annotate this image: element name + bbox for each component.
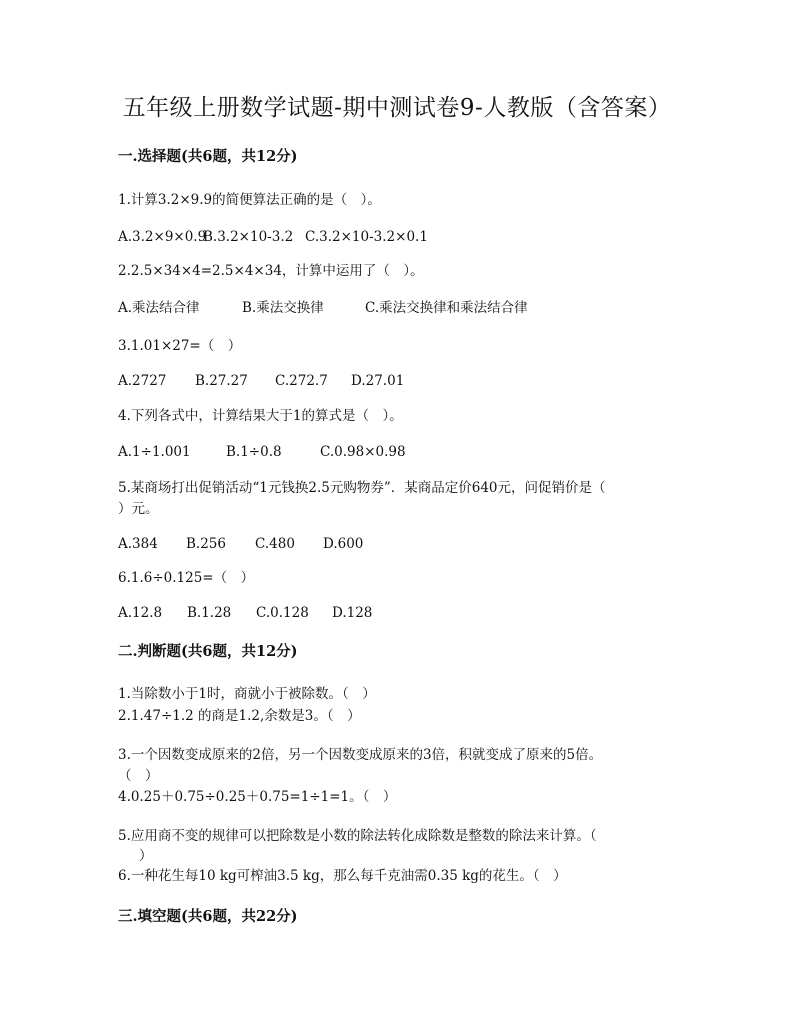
question-stem: 1.计算3.2×9.9的简便算法正确的是（ ）。 xyxy=(118,192,381,208)
option: D.128 xyxy=(332,605,373,621)
option: C.480 xyxy=(255,536,295,552)
option: A.1÷1.001 xyxy=(118,444,191,460)
option: A.3.2×9×0.9 xyxy=(118,229,207,245)
section-heading-fill-blank: 三.填空题(共6题，共22分) xyxy=(118,908,298,925)
question-stem: 6.1.6÷0.125=（ ） xyxy=(118,570,255,586)
option: C.0.98×0.98 xyxy=(320,444,406,460)
option: D.27.01 xyxy=(351,373,405,389)
judgement-item: 6.一种花生每10 kg可榨油3.5 kg，那么每千克油需0.35 kg的花生。（ ） xyxy=(118,868,567,884)
judgement-item-continued: （ ） xyxy=(118,768,159,784)
option: A.乘法结合律 xyxy=(118,300,200,316)
question-options xyxy=(118,534,363,554)
section-heading-judgement: 二.判断题(共6题，共12分) xyxy=(118,643,298,660)
section-heading-choice: 一.选择题(共6题，共12分) xyxy=(118,148,298,165)
question-stem: 4.下列各式中，计算结果大于1的算式是（ ）。 xyxy=(118,408,403,424)
option: C.乘法交换律和乘法结合律 xyxy=(365,300,528,316)
document-title: 五年级上册数学试题-期中测试卷9-人教版（含答案） xyxy=(122,95,672,121)
option: B.1.28 xyxy=(187,605,232,621)
option: B.27.27 xyxy=(195,373,248,389)
question-options xyxy=(118,442,406,462)
judgement-item-continued: ） xyxy=(139,848,153,864)
question-options xyxy=(118,371,404,391)
judgement-item: 2.1.47÷1.2 的商是1.2,余数是3。（ ） xyxy=(118,708,361,724)
judgement-item: 5.应用商不变的规律可以把除数是小数的除法转化成除数是整数的除法来计算。（ xyxy=(118,828,597,844)
question-options xyxy=(118,603,372,623)
option: A.12.8 xyxy=(118,605,163,621)
option: A.384 xyxy=(118,536,158,552)
option: C.272.7 xyxy=(275,373,328,389)
option: B.乘法交换律 xyxy=(242,300,324,316)
option: B.3.2×10-3.2 xyxy=(203,229,294,245)
question-stem: 2.2.5×34×4=2.5×4×34，计算中运用了（ ）。 xyxy=(118,263,424,279)
option: C.0.128 xyxy=(256,605,309,621)
option: B.256 xyxy=(186,536,226,552)
question-options xyxy=(118,298,528,318)
option: D.600 xyxy=(323,536,364,552)
judgement-item: 4.0.25＋0.75÷0.25＋0.75=1÷1=1。（ ） xyxy=(118,789,397,805)
question-stem-continued: ）元。 xyxy=(118,501,159,517)
judgement-item: 3.一个因数变成原来的2倍，另一个因数变成原来的3倍，积就变成了原来的5倍。 xyxy=(118,747,603,763)
question-stem: 5.某商场打出促销活动“1元钱换2.5元购物券”．某商品定价640元，问促销价是（ xyxy=(118,480,606,496)
question-options xyxy=(118,227,428,247)
option: C.3.2×10-3.2×0.1 xyxy=(305,229,428,245)
judgement-item: 1.当除数小于1时，商就小于被除数。（ ） xyxy=(118,686,376,702)
option: A.2727 xyxy=(118,373,167,389)
question-stem: 3.1.01×27=（ ） xyxy=(118,338,242,354)
option: B.1÷0.8 xyxy=(226,444,282,460)
